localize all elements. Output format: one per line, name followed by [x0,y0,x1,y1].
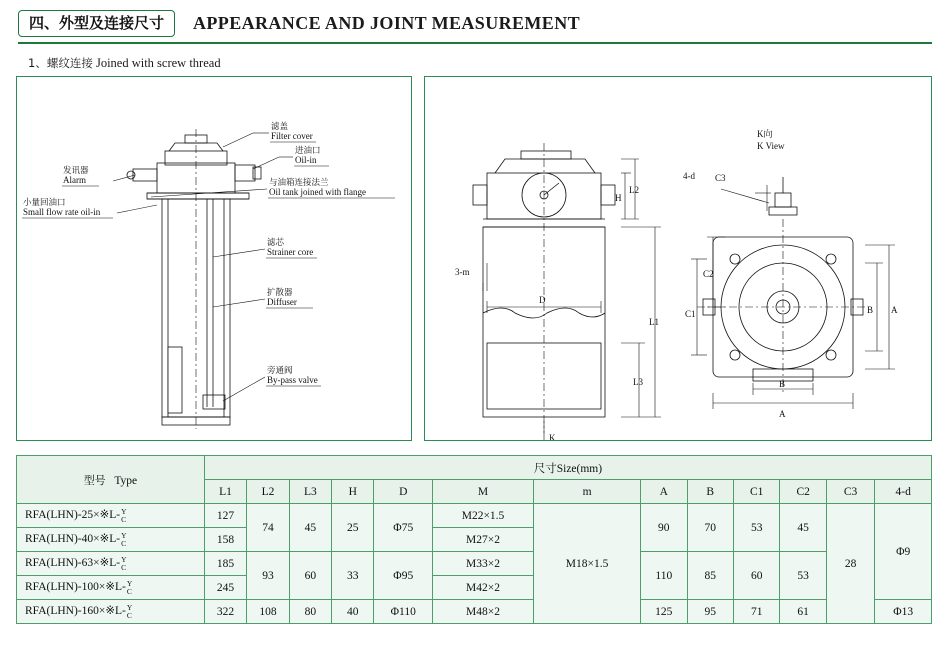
svg-text:滤盖: 滤盖 [271,122,289,132]
cell-M-3: M42×2 [433,576,534,600]
dim-C2: C2 [703,269,714,279]
svg-text:Filter cover: Filter cover [271,131,313,141]
cell-H-0: 25 [332,504,374,552]
cell-B-4: 95 [687,600,733,624]
section-badge: 四、外型及连接尺寸 [18,10,175,37]
svg-text:与油箱连接法兰: 与油箱连接法兰 [269,178,329,188]
col-header-m: m [534,480,641,504]
callout-filter-cover [270,121,316,142]
dim-C1: C1 [685,309,696,319]
col-header-L2: L2 [247,480,289,504]
svg-text:By-pass valve: By-pass valve [267,375,318,385]
svg-text:Alarm: Alarm [63,175,86,185]
cell-L1-4: 322 [204,600,246,624]
cell-H-4: 40 [332,600,374,624]
dim-3m: 3-m [455,267,470,277]
subsection-label-cn: 1、螺纹连接 [28,56,93,70]
cell-C2-2: 53 [780,552,826,600]
col-header-D: D [374,480,433,504]
cell-L1-3: 245 [204,576,246,600]
cell-C2-4: 61 [780,600,826,624]
subsection-label [28,55,221,71]
dim-H: H [615,193,622,203]
table-row [17,600,932,624]
filter-assembly-drawing [17,77,411,440]
cell-L3-2: 60 [289,552,331,600]
spec-table [16,455,932,624]
dim-B-bottom: B [779,379,786,389]
callout-oil-tank-flange [268,177,395,198]
cell-C1-4: 71 [733,600,779,624]
page-title: APPEARANCE AND JOINT MEASUREMENT [193,13,581,33]
page-header [18,10,932,44]
col-header-size-group: 尺寸Size(mm) [204,456,931,480]
svg-text:Diffuser: Diffuser [267,297,297,307]
col-header-B: B [687,480,733,504]
svg-text:Small flow rate oil-in: Small flow rate oil-in [23,207,101,217]
header-divider [18,42,932,44]
cell-L2-4: 108 [247,600,289,624]
svg-text:Oil-in: Oil-in [295,155,317,165]
cell-C1-2: 60 [733,552,779,600]
col-header-type [17,456,205,504]
cell-L3-4: 80 [289,600,331,624]
table-row [17,504,932,528]
col-header-A: A [641,480,687,504]
svg-text:Strainer core: Strainer core [267,247,314,257]
cell-D-2: Φ95 [374,552,433,600]
cell-A-4: 125 [641,600,687,624]
cell-M-4: M48×2 [433,600,534,624]
cell-C2-0: 45 [780,504,826,552]
table-row [17,552,932,576]
dim-L3: L3 [633,377,643,387]
dimensioned-views-drawing [425,77,931,440]
dim-A-right: A [891,305,898,315]
cell-L1-1: 158 [204,528,246,552]
cell-L1-0: 127 [204,504,246,528]
svg-text:扩散器: 扩散器 [267,288,293,298]
cell-4d-0: Φ9 [875,504,932,600]
cell-type-0: RFA(LHN)-25×※L-Y C [17,504,205,528]
cell-A-2: 110 [641,552,687,600]
callout-strainer-core [266,237,317,258]
cell-M-1: M27×2 [433,528,534,552]
cell-C1-0: 53 [733,504,779,552]
cell-M-2: M33×2 [433,552,534,576]
callout-oil-in [294,145,329,166]
dim-4d: 4-d [683,171,695,181]
dim-K: K [549,433,556,440]
col-header-type-en: Type [114,474,138,487]
callout-diffuser [266,287,313,308]
cell-M-0: M22×1.5 [433,504,534,528]
col-header-type-cn: 型号 [83,473,106,487]
left-drawing-frame [16,76,412,441]
right-drawing-frame [424,76,932,441]
svg-text:Oil tank joined with flange: Oil tank joined with flange [269,187,366,197]
callout-bypass-valve [266,365,321,386]
table-header-row-1 [17,456,932,480]
dim-A-bottom: A [779,409,786,419]
cell-D-0: Φ75 [374,504,433,552]
cell-m-0: M18×1.5 [534,504,641,624]
col-header-M: M [433,480,534,504]
svg-text:发讯器: 发讯器 [63,166,89,176]
cell-C3-0: 28 [826,504,874,624]
dim-C3: C3 [715,173,726,183]
cell-type-4: RFA(LHN)-160×※L-Y C [17,600,205,624]
col-header-L1: L1 [204,480,246,504]
subsection-label-en: Joined with screw thread [95,56,221,70]
cell-L2-2: 93 [247,552,289,600]
col-header-H: H [332,480,374,504]
spec-table-wrap [16,455,932,624]
cell-B-0: 70 [687,504,733,552]
cell-H-2: 33 [332,552,374,600]
callout-alarm [62,165,99,186]
col-header-L3: L3 [289,480,331,504]
kview-label-en: K View [757,141,785,151]
cell-type-1: RFA(LHN)-40×※L-Y C [17,528,205,552]
cell-L2-0: 74 [247,504,289,552]
dim-B-right: B [867,305,874,315]
svg-text:滤芯: 滤芯 [267,238,285,248]
svg-text:小量回油口: 小量回油口 [23,198,66,208]
dim-D: D [539,295,546,305]
col-header-C2: C2 [780,480,826,504]
svg-text:进油口: 进油口 [295,146,321,156]
cell-type-2: RFA(LHN)-63×※L-Y C [17,552,205,576]
cell-type-3: RFA(LHN)-100×※L-Y C [17,576,205,600]
kview-label-cn: K向 [757,129,773,139]
cell-B-2: 85 [687,552,733,600]
col-header-C1: C1 [733,480,779,504]
dim-L2: L2 [629,185,639,195]
cell-L1-2: 185 [204,552,246,576]
dim-L1: L1 [649,317,659,327]
svg-text:旁通阀: 旁通阀 [267,366,293,376]
cell-A-0: 90 [641,504,687,552]
col-header-4d: 4-d [875,480,932,504]
cell-4d-4: Φ13 [875,600,932,624]
cell-D-4: Φ110 [374,600,433,624]
cell-L3-0: 45 [289,504,331,552]
callout-small-flow-oil-in [22,197,113,218]
col-header-C3: C3 [826,480,874,504]
